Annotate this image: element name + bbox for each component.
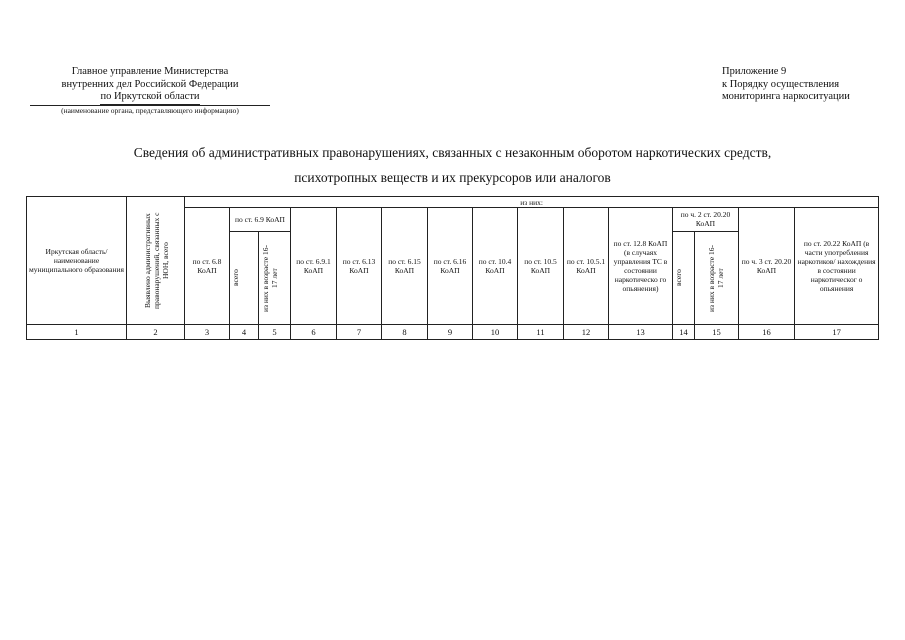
col-13-header: по ст. 12.8 КоАП (в случаях управления ТС в состоянии наркотическо го опьянения)	[609, 208, 673, 325]
col-number: 12	[564, 325, 609, 340]
appendix-block	[722, 66, 850, 104]
col-total-label: Выявлено административных правонарушений, связанных с НОН, всего	[142, 212, 170, 309]
col-number: 13	[609, 325, 673, 340]
col-number: 10	[473, 325, 518, 340]
org-line-2: внутренних дел Российской Федерации	[61, 78, 239, 90]
col-14-header	[673, 231, 695, 324]
col-4-header	[230, 231, 259, 324]
col-number: 11	[518, 325, 564, 340]
col-number: 4	[230, 325, 259, 340]
col-12-header: по ст. 10.5.1 КоАП	[564, 208, 609, 325]
col-11-header: по ст. 10.5 КоАП	[518, 208, 564, 325]
appendix-line-1: Приложение 9	[722, 66, 787, 77]
col-number: 8	[382, 325, 428, 340]
col-3-header: по ст. 6.8 КоАП	[185, 208, 230, 325]
org-line-3: по Иркутской области	[100, 91, 199, 105]
org-caption: (наименование органа, представляющего информацию)	[61, 105, 239, 115]
col-number: 9	[428, 325, 473, 340]
col-total-header	[127, 197, 185, 325]
title-line-2: психотропных веществ и их прекурсоров или аналогов	[294, 170, 611, 185]
col-number: 14	[673, 325, 695, 340]
col-17-header: по ст. 20.22 КоАП (в части употребления наркотиков/ нахождения в состоянии наркотическог о опьянения	[795, 208, 879, 325]
col-8-header: по ст. 6.15 КоАП	[382, 208, 428, 325]
col-number: 7	[337, 325, 382, 340]
col-number: 2	[127, 325, 185, 340]
col-6-header: по ст. 6.9.1 КоАП	[291, 208, 337, 325]
col-territory-header: Иркутская область/ наименование муниципального образования	[27, 197, 127, 325]
title-line-1: Сведения об административных правонарушениях, связанных с незаконным оборотом наркотических средств,	[133, 145, 772, 160]
document-title	[0, 140, 905, 190]
col-15-label: из них в возрасте 16-17 лет	[706, 244, 725, 312]
report-table	[26, 196, 879, 340]
col-7-header: по ст. 6.13 КоАП	[337, 208, 382, 325]
col-5-header	[259, 231, 291, 324]
col-4-5-group-header: по ст. 6.9 КоАП	[230, 208, 291, 232]
col-number: 15	[695, 325, 739, 340]
org-line-1: Главное управление Министерства	[71, 66, 229, 77]
col-9-header: по ст. 6.16 КоАП	[428, 208, 473, 325]
col-14-label: всего	[674, 269, 683, 287]
col-10-header: по ст. 10.4 КоАП	[473, 208, 518, 325]
col-4-label: всего	[231, 269, 240, 287]
col-number: 3	[185, 325, 230, 340]
appendix-line-3: мониторинга наркоситуации	[722, 91, 850, 102]
col-number: 5	[259, 325, 291, 340]
col-number: 17	[795, 325, 879, 340]
col-number: 6	[291, 325, 337, 340]
col-number: 16	[739, 325, 795, 340]
col-16-header: по ч. 3 ст. 20.20 КоАП	[739, 208, 795, 325]
col-5-label: из них в возрасте 16-17 лет	[260, 244, 279, 312]
of-them-header: из них:	[185, 197, 879, 208]
col-15-header	[695, 231, 739, 324]
col-14-15-group-header: по ч. 2 ст. 20.20 КоАП	[673, 208, 739, 232]
column-numbers-row	[27, 325, 879, 340]
organization-block	[30, 66, 270, 116]
col-number: 1	[27, 325, 127, 340]
appendix-line-2: к Порядку осуществления	[722, 78, 840, 90]
